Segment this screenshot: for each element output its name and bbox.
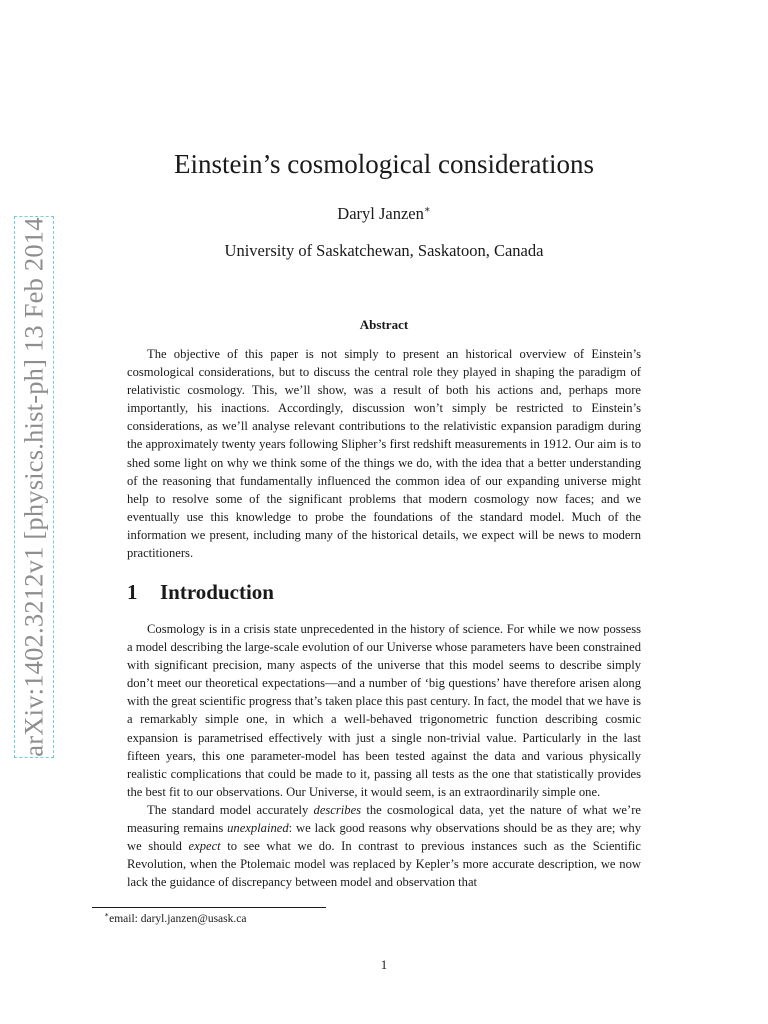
abstract-heading: Abstract	[359, 317, 409, 332]
intro-p2-text-c: : we lack good reasons why observations should be as they are; why we should	[127, 821, 642, 854]
paper-title: Einstein’s cosmological considerations	[174, 149, 594, 179]
intro-p2-text-a: The standard model accurately	[147, 802, 314, 817]
introduction-body	[127, 620, 641, 891]
intro-paragraph-2	[127, 801, 641, 891]
author-name: Daryl Janzen	[337, 204, 424, 223]
arxiv-identifier-text: arXiv:1402.3212v1 [physics.hist-ph] 13 Feb 2014	[18, 217, 49, 757]
section-title: Introduction	[160, 580, 274, 604]
page-number: 1	[380, 957, 388, 972]
arxiv-identifier-stamp[interactable]	[14, 216, 54, 758]
author-affiliation: University of Saskatchewan, Saskatoon, Canada	[224, 241, 544, 260]
emphasis-describes: describes	[313, 802, 362, 817]
emphasis-unexplained: unexplained	[227, 821, 289, 836]
author-footnote-mark: ∗	[423, 204, 431, 216]
footnote	[104, 911, 246, 927]
intro-p2-text-d: to see what we do. In contrast to previous instances such as the Scientific Revolution, when the Ptolemaic model was replaced by Kepler’s more accurate description, we now lack the guidance of discrepancy between model and observation that	[127, 839, 641, 890]
section-number: 1	[127, 580, 138, 604]
footnote-divider	[92, 907, 326, 908]
footnote-email[interactable]: email: daryl.janzen@usask.ca	[109, 913, 247, 925]
author-line	[0, 203, 768, 225]
intro-paragraph-1: Cosmology is in a crisis state unprecedented in the history of science. For while we now possess a model describing the large-scale evolution of our Universe whose parameters have been constrained with significant precision, many aspects of the universe that this model seems to describe simply don’t meet our theoretical expectations—and a number of ‘big questions’ have therefore arisen along with the great scientific progress that’s taken place this past century. In fact, the model that we have is a remarkably simple one, in which a well-behaved trigonometric function describing cosmic expansion is parametrised effectively with just a single non-trivial value. Particularly in the last fifteen years, this one parameter-model has been tested against the data and various physically realistic complications that could be made to it, passing all tests as the one that statistically provides the best fit to our observations. Our Universe, it would seem, is an extraordinarily simple one.	[127, 622, 641, 799]
emphasis-expect: expect	[188, 839, 221, 854]
section-heading	[127, 578, 274, 606]
footnote-mark: ∗	[104, 910, 110, 920]
abstract-text: The objective of this paper is not simply to present an historical overview of Einstein’s cosmological considerations, but to discuss the central role they played in shaping the paradigm of relativistic cosmology. This, we’ll show, was a result of both his actions and, perhaps more importantly, his inactions. Accordingly, discussion won’t simply be restricted to Einstein’s considerations, as we’ll analyse relevant contributions to the relativistic expansion paradigm during the approximately twenty years following Slipher’s first redshift measurements in 1912. Our aim is to shed some light on why we think some of the things we do, with the idea that a better understanding of the reasoning that fundamentally influenced the common idea of our expanding universe might help to resolve some of the significant problems that modern cosmology now faces; and we eventually use this knowledge to probe the foundations of the standard model. Much of the information we present, including many of the historical details, we expect will be news to modern practitioners.	[127, 347, 641, 561]
intro-p2-text-b: the cosmological data, yet the nature of what we’re measuring remains	[127, 802, 641, 836]
